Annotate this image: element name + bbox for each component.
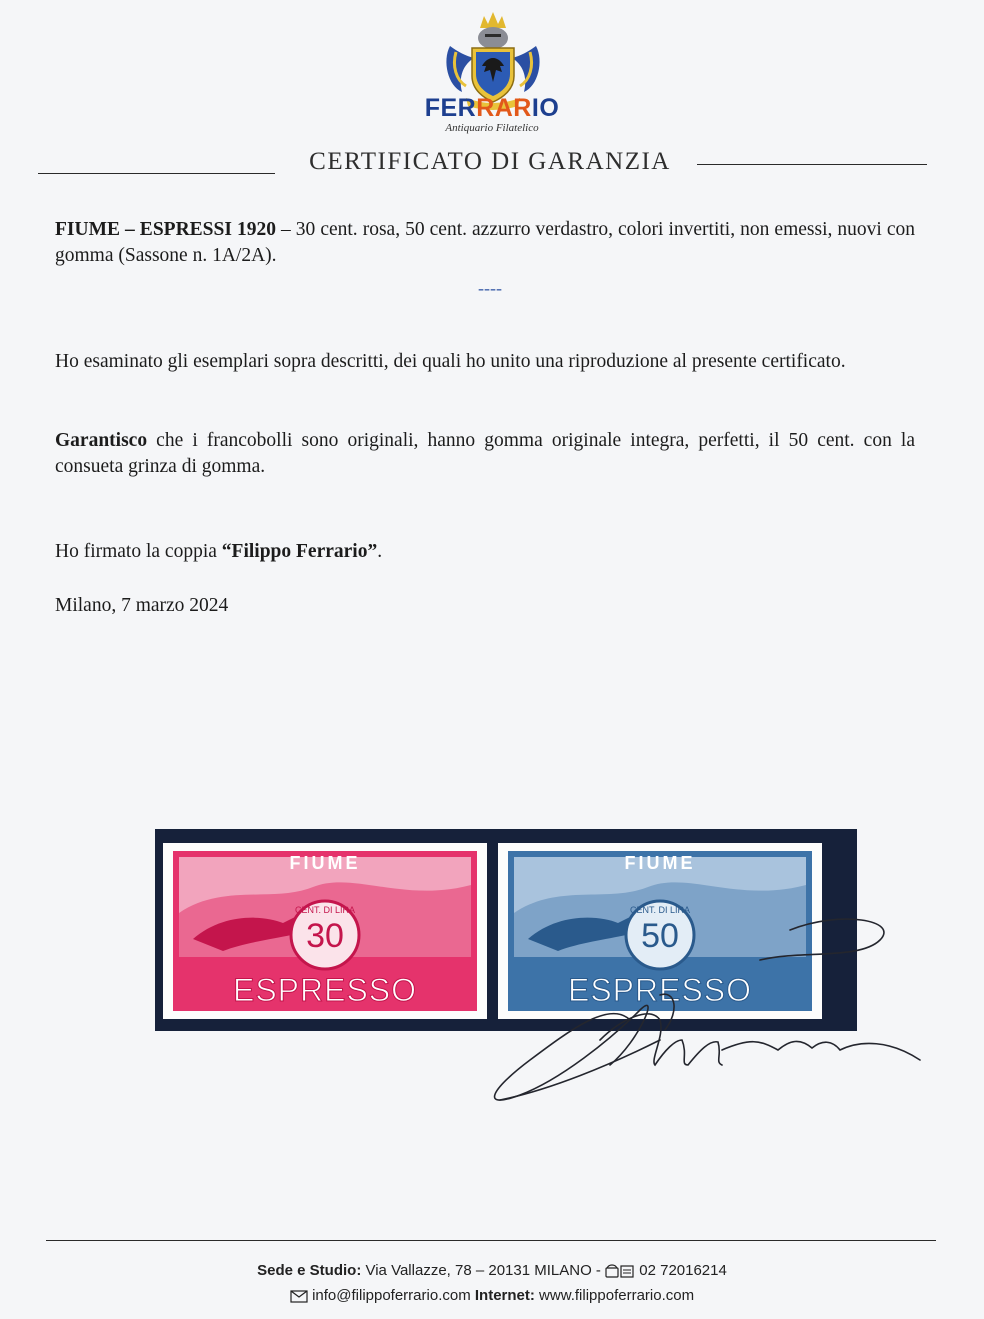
stamp-50-value: 50	[641, 917, 679, 955]
stamp-50-top-label: FIUME	[624, 853, 696, 873]
stamp-30-top-label: FIUME	[289, 853, 361, 873]
email-icon	[290, 1287, 308, 1304]
signed-statement	[55, 539, 915, 565]
website-url[interactable]: www.filippoferrario.com	[534, 1287, 695, 1304]
stamp-30-subtitle: CENT. DI LIRA	[294, 905, 356, 915]
guarantee-keyword: Garantisco	[55, 430, 148, 451]
brand-part-2: RAR	[476, 94, 532, 122]
guarantee-paragraph	[55, 428, 915, 480]
place-date: Milano, 7 marzo 2024	[55, 595, 229, 616]
footer-contact-line	[0, 1287, 984, 1304]
brand-part-1: FER	[424, 94, 477, 122]
footer-address-line	[0, 1262, 984, 1279]
signed-suffix: .	[377, 541, 383, 562]
brand-tagline: Antiquario Filatelico	[445, 122, 539, 134]
office-address: Via Vallazze, 78 – 20131 MILANO -	[361, 1262, 606, 1279]
stamp-50-bottom-label: ESPRESSO	[567, 972, 753, 1008]
brand-wordmark	[400, 94, 584, 123]
handwritten-signature	[460, 890, 930, 1120]
stamp-30-cent	[163, 843, 487, 1019]
stamp-30-value: 30	[306, 917, 344, 955]
office-label: Sede e Studio:	[257, 1262, 362, 1279]
email-address[interactable]: info@filippoferrario.com	[307, 1287, 471, 1304]
item-description	[55, 217, 915, 269]
phone-icon	[605, 1262, 635, 1279]
stamp-50-subtitle: CENT. DI LIRA	[629, 905, 691, 915]
guarantee-text: che i francobolli sono originali, hanno gomma originale integra, perfetti, il 50 cent. con la consueta grinza di gomma.	[55, 430, 915, 477]
certificate-title: CERTIFICATO DI GARANZIA	[309, 148, 671, 175]
internet-label: Internet:	[474, 1287, 535, 1304]
signed-prefix: Ho firmato la coppia	[55, 541, 222, 562]
title-rule-left	[38, 173, 275, 174]
examination-paragraph: Ho esaminato gli esemplari sopra descritti, dei quali ho unito una riproduzione al presente certificato.	[55, 351, 846, 372]
item-details: – 30 cent. rosa, 50 cent. azzurro verdastro, colori invertiti, non emessi, nuovi con gomma (Sassone n. 1A/2A).	[55, 219, 916, 266]
footer-rule	[46, 1240, 936, 1241]
item-heading: FIUME – ESPRESSI 1920	[55, 219, 276, 240]
phone-number: 02 72016214	[635, 1262, 727, 1279]
stamp-30-bottom-label: ESPRESSO	[232, 972, 418, 1008]
title-rule-right	[697, 164, 927, 165]
signed-name: “Filippo Ferrario”	[221, 541, 378, 562]
brand-part-3: IO	[531, 94, 560, 122]
separator: ----	[478, 278, 502, 298]
